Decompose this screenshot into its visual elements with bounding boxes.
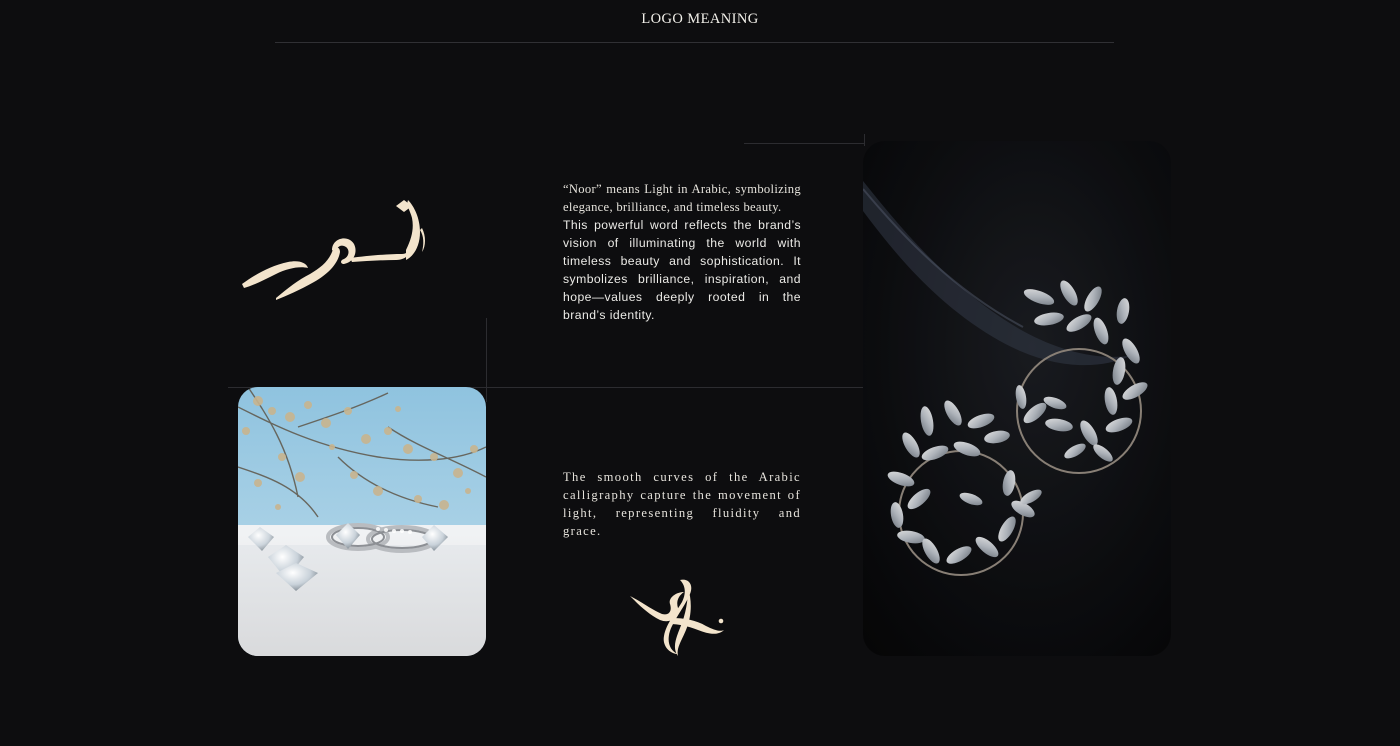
diamond-rings-photo	[238, 387, 486, 656]
logo-monogram	[626, 574, 726, 658]
leaf-earrings-photo	[863, 141, 1171, 656]
upper-accent-line	[744, 143, 864, 144]
calligraphy-text-block	[563, 468, 801, 540]
page-title: LOGO MEANING	[641, 11, 759, 27]
logo-meaning-text	[563, 180, 801, 324]
logo-wordmark-calligraphy	[236, 188, 436, 306]
header-divider	[275, 42, 1114, 43]
logo-monogram-graphic	[626, 574, 726, 658]
upper-accent-tick	[864, 134, 865, 146]
calligraphy-description-text: The smooth curves of the Arabic calligraphy capture the movement of light, representing fluidity and grace.	[563, 470, 801, 538]
meaning-vision-text: This powerful word reflects the brand’s vision of illuminating the world with timeless beauty and sophistication. It symbolizes brilliance, inspiration, and hope—values deeply rooted in the brand’s identity.	[563, 218, 801, 322]
vertical-accent-line	[486, 318, 487, 402]
meaning-intro-text: “Noor” means Light in Arabic, symbolizing elegance, brilliance, and timeless beauty.	[563, 182, 801, 214]
logo-wordmark-graphic	[236, 188, 436, 306]
